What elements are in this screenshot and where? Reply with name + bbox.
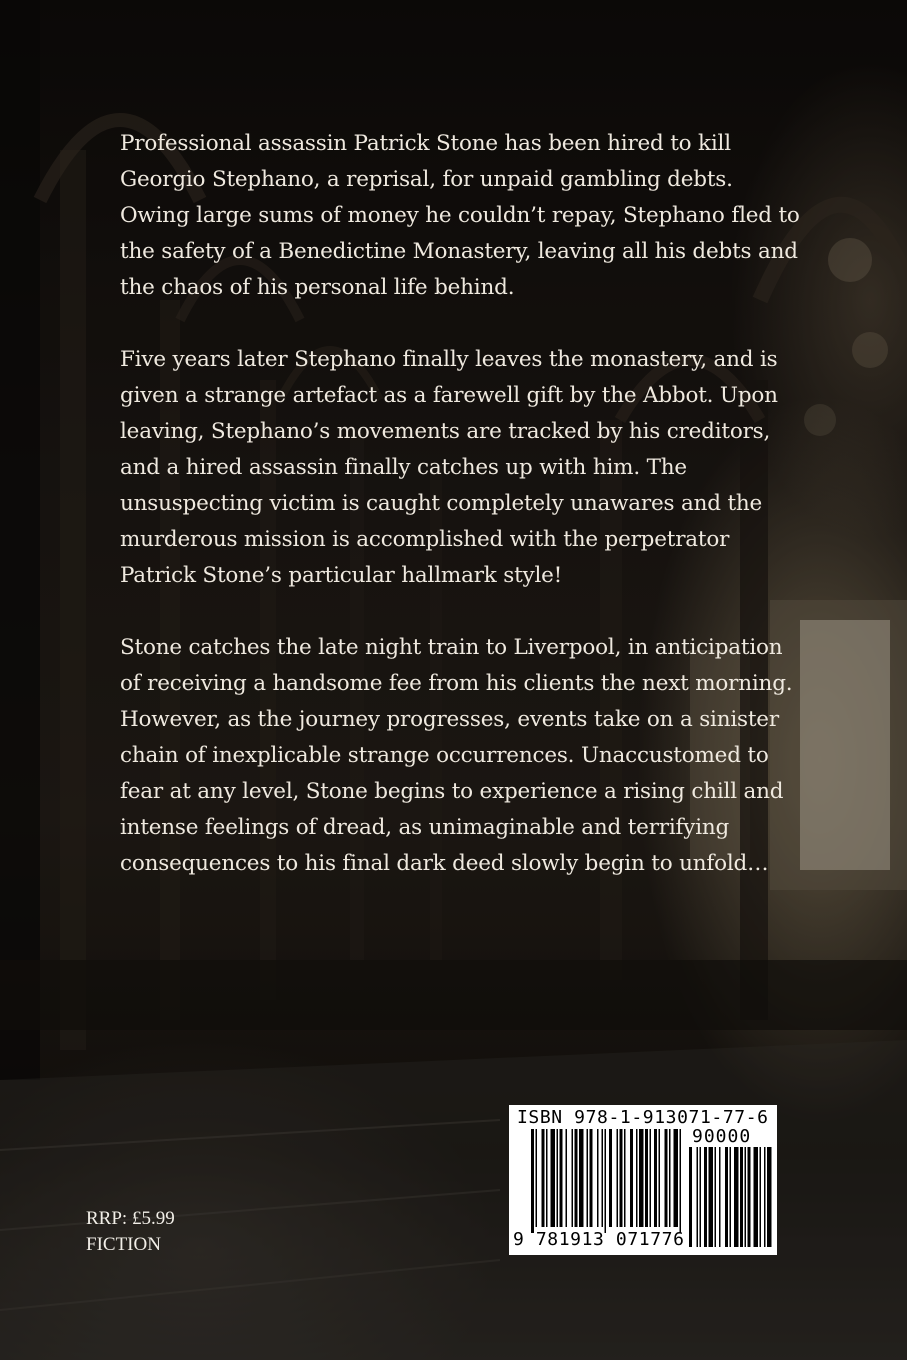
barcode-addon-bar (745, 1147, 747, 1247)
barcode-addon-bar (740, 1147, 743, 1247)
barcode-bar (674, 1129, 679, 1227)
rrp-label: RRP: £5.99 (86, 1208, 175, 1229)
barcode-bar (659, 1129, 661, 1227)
barcode-bar (609, 1129, 612, 1227)
barcode-addon-bar (730, 1147, 732, 1247)
barcode-bar (560, 1129, 563, 1227)
barcode-bar (605, 1129, 607, 1233)
barcode-bar (551, 1129, 556, 1227)
barcode-bar (669, 1129, 671, 1227)
barcode-addon-number: 90000 (692, 1126, 752, 1147)
genre-label: FICTION (86, 1234, 161, 1255)
barcode-bar (636, 1129, 638, 1227)
barcode-bar (590, 1129, 593, 1227)
barcode-bar (546, 1129, 548, 1227)
barcode-bar (531, 1129, 534, 1233)
barcode-addon-bar (709, 1147, 714, 1247)
barcode-bar (650, 1129, 652, 1227)
barcode-addon-bar (754, 1147, 759, 1247)
barcode-bar (645, 1129, 648, 1227)
blurb-paragraph-2: Five years later Stephano finally leaves the monastery, and is given a strange artefact as a farewell gift by the Abbot. Upon leaving, Stephano’s movements are tracked by his creditors, and a hired assassin finally catches up with him. The unsuspecting victim is caught completely unawares and the murderous mission is accomplished with the perpetrator Patrick Stone’s particular hallmark style! (120, 347, 778, 588)
barcode-bar (617, 1129, 619, 1227)
barcode-addon-bar (700, 1147, 702, 1247)
barcode-addon-bar (697, 1147, 699, 1247)
barcode-bar (602, 1129, 604, 1227)
barcode-bar (639, 1129, 644, 1227)
barcode-bar (630, 1129, 633, 1227)
barcode-digits: 9 781913 071776 (513, 1229, 685, 1250)
barcode-bar (620, 1129, 623, 1227)
barcode-bar (536, 1129, 538, 1227)
price-block (86, 1206, 175, 1258)
barcode-bar (566, 1129, 568, 1227)
barcode-bar (579, 1129, 584, 1227)
barcode-addon-bar (748, 1147, 751, 1247)
barcode-bar (680, 1129, 682, 1233)
barcode-bar (572, 1129, 574, 1227)
barcode-bar (542, 1129, 545, 1227)
blurb-paragraph-1: Professional assassin Patrick Stone has been hired to kill Georgio Stephano, a reprisal, for unpaid gambling debts. Owing large sums of money he couldn’t repay, Stephano fled to the safety of a Benedictine Monastery, leaving all his debts and the chaos of his personal life behind. (120, 131, 800, 300)
barcode-addon-bar (725, 1147, 728, 1247)
barcode-bar (624, 1129, 626, 1227)
barcode-addon-bar (715, 1147, 717, 1247)
barcode-bar (597, 1129, 599, 1227)
barcode-bar (557, 1129, 559, 1227)
barcode-addon-bar (764, 1147, 766, 1247)
barcode-addon-bar (767, 1147, 772, 1247)
barcode-bar (587, 1129, 589, 1227)
barcode-addon-bar (689, 1147, 692, 1247)
barcode-addon-bar (719, 1147, 721, 1247)
isbn-label: ISBN 978-1-913071-77-6 (517, 1107, 769, 1128)
barcode-bar (654, 1129, 657, 1227)
barcode-addon-bar (704, 1147, 707, 1247)
barcode-addon-bar (760, 1147, 762, 1247)
blurb-text (120, 126, 800, 918)
barcode-addon-bar (734, 1147, 739, 1247)
barcode-bar (575, 1129, 578, 1227)
blurb-paragraph-3: Stone catches the late night train to Liverpool, in anticipation of receiving a handsome fee from his clients the next morning. However, as the journey progresses, events take on a sinister chain of inexplicable strange occurrences. Unaccustomed to fear at any level, Stone begins to experience a rising chill and intense feelings of dread, as unimaginable and terrifying consequences to his final dark deed slowly begin to unfold… (120, 635, 793, 876)
barcode-bar (665, 1129, 668, 1227)
isbn-barcode (509, 1105, 777, 1255)
